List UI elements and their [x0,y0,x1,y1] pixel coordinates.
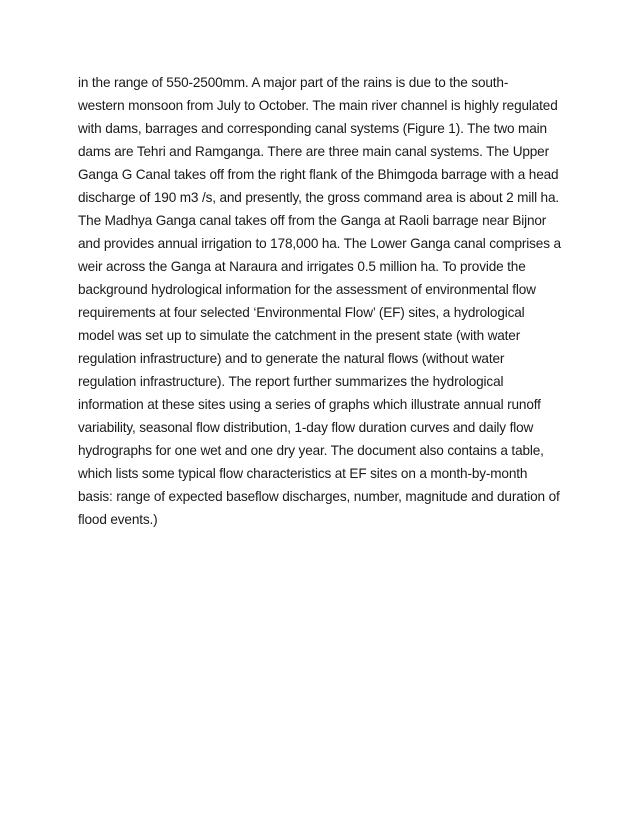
paragraph-line: Ganga G Canal takes off from the right flank of the Bhimgoda barrage with a head [78,167,559,182]
paragraph-line: weir across the Ganga at Naraura and irrigates 0.5 million ha. To provide the [78,259,526,274]
paragraph-line: discharge of 190 m3 /s, and presently, the gross command area is about 2 mill ha. [78,190,560,205]
paragraph-line: and provides annual irrigation to 178,000 ha. The Lower Ganga canal comprises a [78,236,561,251]
paragraph-line: western monsoon from July to October. The main river channel is highly regulated [78,98,558,113]
paragraph-line: information at these sites using a series of graphs which illustrate annual runoff [78,397,541,412]
paragraph-line: dams are Tehri and Ramganga. There are three main canal systems. The Upper [78,144,549,159]
paragraph-line: variability, seasonal flow distribution, 1-day flow duration curves and daily flow [78,420,534,435]
paragraph-line: flood events.) [78,512,158,527]
paragraph-line: in the range of 550-2500mm. A major part of the rains is due to the south- [78,75,509,90]
paragraph-line: The Madhya Ganga canal takes off from the Ganga at Raoli barrage near Bijnor [78,213,547,228]
paragraph-line: background hydrological information for the assessment of environmental flow [78,282,536,297]
paragraph-line: which lists some typical flow characteristics at EF sites on a month-by-month [78,466,528,481]
paragraph-line: basis: range of expected baseflow discharges, number, magnitude and duration of [78,489,560,504]
body-paragraph [78,71,578,531]
paragraph-line: hydrographs for one wet and one dry year. The document also contains a table, [78,443,544,458]
paragraph-line: regulation infrastructure) and to generate the natural flows (without water [78,351,505,366]
paragraph-line: with dams, barrages and corresponding canal systems (Figure 1). The two main [78,121,547,136]
paragraph-line: requirements at four selected ‘Environmental Flow’ (EF) sites, a hydrological [78,305,525,320]
paragraph-line: regulation infrastructure). The report further summarizes the hydrological [78,374,504,389]
paragraph-line: model was set up to simulate the catchment in the present state (with water [78,328,521,343]
